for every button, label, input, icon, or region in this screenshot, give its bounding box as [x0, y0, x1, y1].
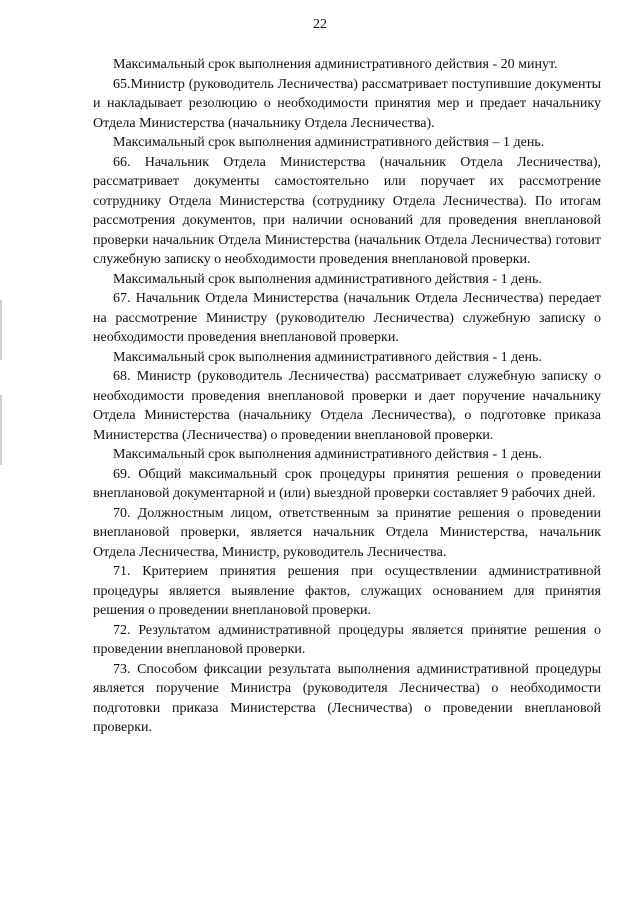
paragraph-65: 65.Министр (руководитель Лесничества) рассматривает поступившие документы и накладывает резолюцию о необходимости принятия мер и предает начальнику Отдела Министерства (начальнику Отдела Лесничества). — [93, 76, 601, 131]
scan-edge-mark — [0, 300, 2, 360]
paragraph-max-time-1-day: Максимальный срок выполнения административного действия - 1 день. — [113, 271, 542, 287]
paragraph-66: 66. Начальник Отдела Министерства (начальник Отдела Лесничества), рассматривает документы самостоятельно или поручает их рассмотрение сотруднику Отдела Министерства (сотруднику Отдела Лесничества). По итогам рассмотрения документов, при наличии оснований для проведения внеплановой проверки начальник Отдела Министерства (начальник Отдела Лесничества) готовит служебную записку о необходимости проведения внеплановой проверки. — [93, 154, 601, 267]
paragraph-73: 73. Способом фиксации результата выполнения административной процедуры является поручение Министра (руководителя Лесничества) о необходимости подготовки приказа Министерства (Лесничества) о проведении внеплановой проверки. — [93, 661, 601, 735]
paragraph-69: 69. Общий максимальный срок процедуры принятия решения о проведении внеплановой документарной и (или) выездной проверки составляет 9 рабочих дней. — [93, 466, 601, 501]
paragraph-70: 70. Должностным лицом, ответственным за принятие решения о проведении внеплановой проверки, является начальник Отдела Министерства, начальник Отдела Лесничества, Министр, руководитель Лесничества. — [93, 505, 601, 560]
paragraph-71: 71. Критерием принятия решения при осуществлении административной процедуры является выявление фактов, служащих основанием для принятия решения о проведении внеплановой проверки. — [93, 564, 601, 618]
paragraph-max-time-1-day: Максимальный срок выполнения административного действия - 1 день. — [113, 447, 542, 462]
paragraph-72: 72. Результатом административной процедуры является принятие решения о проведении внеплановой проверки. — [93, 622, 601, 657]
scan-edge-mark — [0, 395, 2, 465]
paragraph-68: 68. Министр (руководитель Лесничества) рассматривает служебную записку о необходимости проведения внеплановой проверки и дает поручение начальнику Отдела Министерства (начальнику Отдела Лесничества), о подготовке приказа Министерства (Лесничества) о проведении внеплановой проверки. — [93, 369, 601, 443]
page-number: 22 — [313, 17, 327, 32]
document-body — [93, 55, 601, 738]
paragraph-max-time-1-day: Максимальный срок выполнения административного действия – 1 день. — [113, 135, 545, 150]
paragraph-max-time-1-day: Максимальный срок выполнения административного действия - 1 день. — [113, 349, 542, 365]
paragraph-max-time-20-min: Максимальный срок выполнения административного действия - 20 минут. — [113, 57, 558, 72]
paragraph-67: 67. Начальник Отдела Министерства (начальник Отдела Лесничества) передает на рассмотрение Министру (руководителю Лесничества) служебную записку о необходимости проведения внеплановой проверки. — [93, 291, 601, 345]
